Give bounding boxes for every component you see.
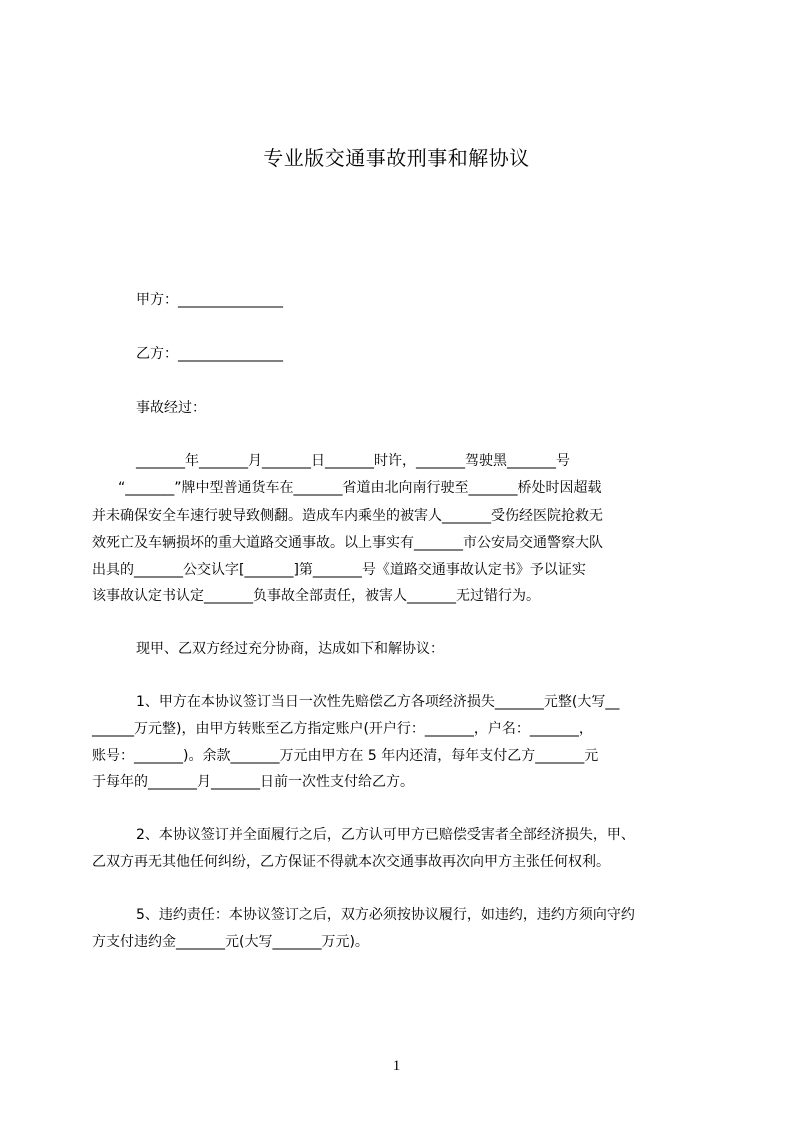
clause-5-line: 方支付违约金_______元(大写_______万元)。: [92, 934, 369, 950]
accident-line: _______年_______月_______日_______时许，_______驾驶黑_______号: [136, 453, 570, 469]
party-b-line: 乙方：_______________: [136, 346, 283, 362]
clause-2-line: 乙双方再无其他任何纠纷，乙方保证不得就本次交通事故再次向甲方主张任何权利。: [92, 854, 610, 870]
document-title: 专业版交通事故刑事和解协议: [263, 146, 530, 170]
accident-line: “_______”牌中型普通货车在_______省道由北向南行驶至_______桥处时因超载: [118, 480, 602, 496]
accident-line: 出具的_______公交认字[_______]第_______号《道路交通事故认定书》予以证实: [92, 562, 586, 578]
negotiation-intro: 现甲、乙双方经过充分协商，达成如下和解协议：: [136, 641, 444, 657]
accident-line: 该事故认定书认定_______负事故全部责任，被害人_______无过错行为。: [92, 588, 540, 604]
party-a-line: 甲方：_______________: [136, 292, 283, 308]
page-number: 1: [392, 1058, 401, 1074]
clause-1-line: 账号：_______)。余款_______万元由甲方在 5 年内还清，每年支付乙方_______元: [92, 748, 599, 764]
accident-line: 效死亡及车辆损坏的重大道路交通事故。以上事实有_______市公安局交通警察大队: [92, 535, 603, 551]
clause-2-line: 2、本协议签订并全面履行之后，乙方认可甲方已赔偿受害者全部经济损失，甲、: [136, 827, 635, 843]
clause-5-line: 5、违约责任：本协议签订之后，双方必须按协议履行，如违约，违约方须向守约: [136, 907, 635, 923]
clause-1-line: ______万元整)，由甲方转账至乙方指定账户(开户行：_______，户名：_______，: [92, 721, 593, 737]
accident-line: 并未确保安全车速行驶导致侧翻。造成车内乘坐的被害人_______受伤经医院抢救无: [92, 508, 603, 524]
clause-1-line: 1、甲方在本协议签订当日一次性先赔偿乙方各项经济损失_______元整(大写__: [136, 694, 620, 710]
accident-heading: 事故经过：: [136, 400, 206, 416]
clause-1-line: 于每年的_______月_______日前一次性支付给乙方。: [92, 774, 414, 790]
